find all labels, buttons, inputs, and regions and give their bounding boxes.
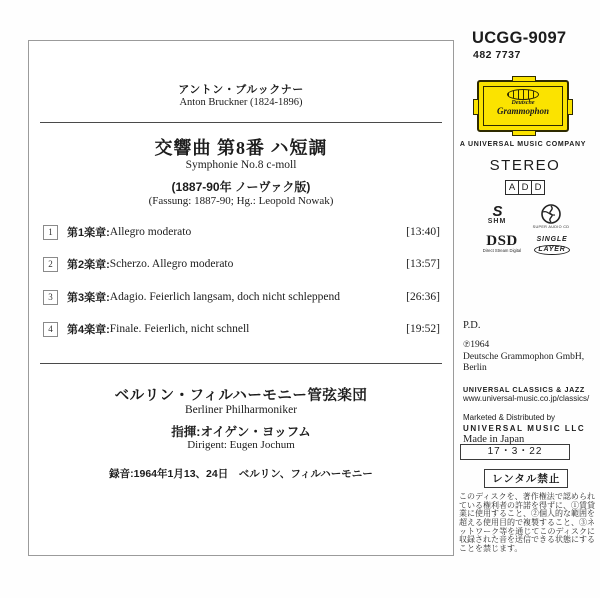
track-row: [43, 288, 440, 306]
track-duration: [19:52]: [406, 323, 440, 335]
track-row: [43, 223, 440, 241]
dg-logo-text-1: Deutsche: [511, 100, 535, 106]
composer-name-en: Anton Bruckner (1824-1896): [179, 97, 303, 108]
catalog-number-secondary: 482 7737: [473, 49, 521, 61]
conductor-name-ja: 指揮:オイゲン・ヨッフム: [171, 425, 311, 439]
track-title-ja: 第1楽章:: [67, 227, 110, 239]
track-duration: [26:36]: [406, 291, 440, 303]
spars-letter: D: [518, 180, 532, 195]
dg-logo-inner-frame: [483, 86, 563, 126]
dsd-label: DSD: [486, 233, 518, 249]
dg-logo-text-2: Grammophon: [496, 106, 549, 116]
spars-letter: A: [505, 180, 519, 195]
catalog-number: UCGG-9097: [472, 29, 567, 47]
dsd-icon: [478, 234, 526, 253]
copyright-legal-text: このディスクを、著作権法で認められている権利者の許諾を得ずに、①賃貸業に使用すること、②個人的な範囲を超える使用目的で複製すること、③ネットワーク等を通じてこのディスクに収録された音を送信できる状態にすることを禁じます。: [459, 492, 595, 553]
label-name-line2: Berlin: [463, 363, 487, 373]
track-number-box: 1: [43, 225, 58, 240]
divider-top: [40, 122, 442, 123]
track-title-ja: 第4楽章:: [67, 324, 110, 336]
single-layer-line2: LAYER: [534, 245, 569, 255]
universal-music-llc-label: UNIVERSAL MUSIC LLC: [463, 424, 586, 433]
universal-music-company-line: A UNIVERSAL MUSIC COMPANY: [459, 141, 587, 148]
track-title-ja: 第3楽章:: [67, 292, 110, 304]
main-panel: [28, 40, 454, 556]
track-title-en: Adagio. Feierlich langsam, doch nicht schleppend: [109, 291, 341, 303]
shm-cd-icon: [480, 205, 514, 225]
track-row: [43, 320, 440, 338]
spars-letter: D: [531, 180, 545, 195]
single-layer-line1: SINGLE: [536, 236, 568, 243]
version-note-ja: (1887-90年 ノーヴァク版): [171, 180, 311, 194]
album-title-en: Symphonie No.8 c-moll: [185, 159, 297, 171]
phonogram-year: ℗1964: [463, 340, 490, 350]
public-domain-mark: P.D.: [463, 320, 481, 331]
dg-logo-ornament: [567, 99, 573, 115]
orchestra-name-ja: ベルリン・フィルハーモニー管弦楽団: [114, 388, 368, 404]
sacd-label: SUPER AUDIO CD: [532, 225, 570, 229]
track-duration: [13:57]: [406, 258, 440, 270]
deutsche-grammophon-logo: [477, 80, 569, 132]
dg-logo-ornament: [473, 99, 479, 115]
conductor-name-en: Dirigent: Eugen Jochum: [187, 439, 295, 451]
composer-name-ja: アントン・ブルックナー: [178, 84, 304, 96]
divider-bottom: [40, 363, 442, 364]
version-note-en: (Fassung: 1887-90; Hg.: Leopold Nowak): [148, 195, 334, 207]
made-in-japan-label: Made in Japan: [463, 434, 525, 445]
dg-logo-ornament: [512, 76, 536, 82]
add-spars-code: [455, 180, 595, 195]
recording-info: 録音:1964年1月13、24日 ベルリン、フィルハーモニー: [109, 468, 373, 480]
track-row: [43, 255, 440, 273]
shm-label: SHM: [487, 218, 507, 225]
track-number-box: 2: [43, 257, 58, 272]
dsd-sublabel: Direct Stream Digital: [482, 248, 522, 253]
stereo-label: STEREO: [489, 157, 561, 174]
rental-prohibited-badge: レンタル禁止: [484, 469, 568, 488]
marketed-by-line: Marketed & Distributed by: [463, 413, 556, 422]
track-number-box: 3: [43, 290, 58, 305]
dg-tulip-crest-icon: [507, 89, 539, 100]
track-duration: [13:40]: [406, 226, 440, 238]
release-date-code-box: 17・3・22: [460, 444, 570, 460]
universal-classics-jazz-label: UNIVERSAL CLASSICS & JAZZ: [463, 385, 585, 394]
orchestra-name-en: Berliner Philharmoniker: [184, 404, 298, 416]
track-title-en: Finale. Feierlich, nicht schnell: [109, 323, 250, 335]
website-url: www.universal-music.co.jp/classics/: [463, 394, 590, 403]
album-title-ja: 交響曲 第8番 ハ短調: [154, 138, 328, 158]
single-layer-icon: [530, 236, 574, 255]
track-title-en: Scherzo. Allegro moderato: [109, 258, 234, 270]
dg-logo-ornament: [512, 130, 536, 136]
label-name-line1: Deutsche Grammophon GmbH,: [463, 352, 585, 362]
shm-s-glyph: S: [492, 203, 502, 220]
track-number-box: 4: [43, 322, 58, 337]
super-audio-cd-icon: [531, 203, 571, 229]
track-title-en: Allegro moderato: [109, 226, 192, 238]
track-title-ja: 第2楽章:: [67, 259, 110, 271]
